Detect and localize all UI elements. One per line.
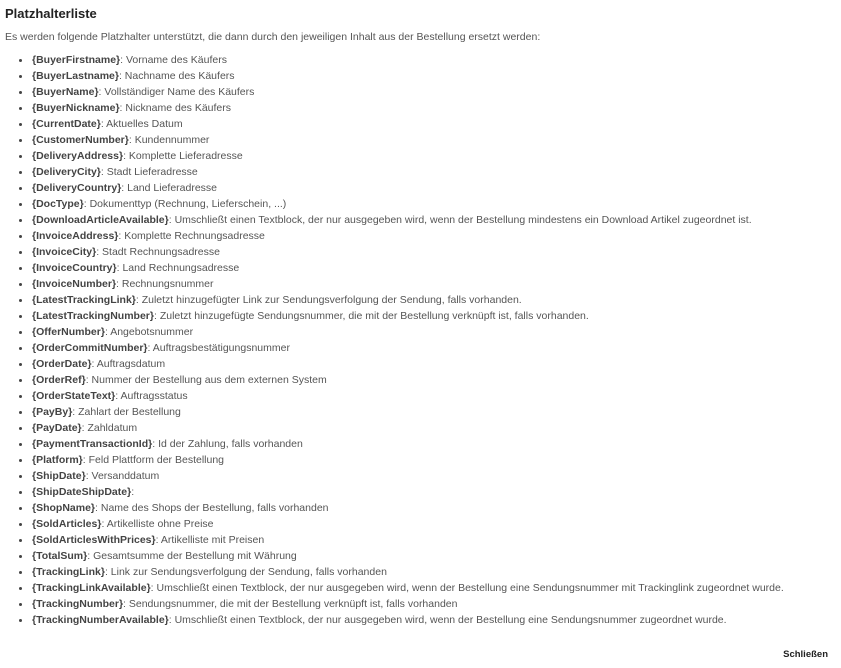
placeholder-key: {ShopName}	[32, 502, 96, 514]
placeholder-separator: :	[116, 262, 123, 274]
placeholder-separator: :	[168, 614, 175, 626]
placeholder-key: {PayDate}	[32, 422, 82, 434]
placeholder-description: Artikelliste mit Preisen	[160, 534, 265, 546]
placeholder-key: {DocType}	[32, 198, 84, 210]
placeholder-separator: :	[155, 534, 161, 546]
placeholder-separator: :	[123, 598, 129, 610]
placeholder-key: {PayBy}	[32, 406, 73, 418]
placeholder-description: Stadt Lieferadresse	[106, 166, 198, 178]
placeholder-separator: :	[115, 390, 121, 402]
placeholder-item	[32, 580, 784, 596]
placeholder-key: {ShipDateShipDate}	[32, 486, 132, 498]
placeholder-item	[32, 84, 784, 100]
dialog-intro: Es werden folgende Platzhalter unterstützt, die dann durch den jeweiligen Inhalt aus der Bestellung ersetzt werden:	[5, 31, 541, 43]
placeholder-description: Aktuelles Datum	[106, 118, 183, 130]
placeholder-key: {TotalSum}	[32, 550, 88, 562]
placeholder-key: {CurrentDate}	[32, 118, 101, 130]
placeholder-key: {LatestTrackingNumber}	[32, 310, 154, 322]
placeholder-list	[5, 52, 784, 628]
placeholder-item	[32, 340, 784, 356]
placeholder-description: Auftragsdatum	[96, 358, 166, 370]
placeholder-description: Nickname des Käufers	[125, 102, 232, 114]
placeholder-key: {InvoiceCountry}	[32, 262, 117, 274]
placeholder-separator: :	[120, 54, 126, 66]
placeholder-separator: :	[72, 406, 79, 418]
placeholder-item	[32, 260, 784, 276]
placeholder-item	[32, 484, 784, 500]
placeholder-description: Link zur Sendungsverfolgung der Sendung, falls vorhanden	[110, 566, 387, 578]
placeholder-separator: :	[118, 230, 125, 242]
placeholder-key: {InvoiceCity}	[32, 246, 97, 258]
placeholder-description: Auftragsbestätigungsnummer	[152, 342, 290, 354]
placeholder-item	[32, 276, 784, 292]
placeholder-separator: :	[82, 454, 89, 466]
placeholder-description: Artikelliste ohne Preise	[106, 518, 214, 530]
placeholder-key: {TrackingLinkAvailable}	[32, 582, 151, 594]
placeholder-key: {DownloadArticleAvailable}	[32, 214, 169, 226]
placeholder-item	[32, 228, 784, 244]
placeholder-key: {SoldArticles}	[32, 518, 102, 530]
placeholder-description: Nummer der Bestellung aus dem externen System	[91, 374, 327, 386]
placeholder-key: {CustomerNumber}	[32, 134, 129, 146]
placeholder-item	[32, 420, 784, 436]
placeholder-separator: :	[135, 294, 142, 306]
placeholder-key: {DeliveryCity}	[32, 166, 101, 178]
placeholder-key: {LatestTrackingLink}	[32, 294, 136, 306]
placeholder-item	[32, 596, 784, 612]
placeholder-description: Id der Zahlung, falls vorhanden	[158, 438, 303, 450]
placeholder-item	[32, 612, 784, 628]
placeholder-item	[32, 532, 784, 548]
placeholder-description: Land Lieferadresse	[127, 182, 218, 194]
placeholder-separator: :	[150, 582, 157, 594]
placeholder-description: Zuletzt hinzugefügte Sendungsnummer, die mit der Bestellung verknüpft ist, falls vorhanden.	[159, 310, 589, 322]
placeholder-key: {InvoiceNumber}	[32, 278, 117, 290]
placeholder-separator: :	[116, 278, 122, 290]
placeholder-description: Vollständiger Name des Käufers	[104, 86, 255, 98]
placeholder-description: Komplette Lieferadresse	[128, 150, 243, 162]
placeholder-key: {TrackingLink}	[32, 566, 105, 578]
placeholder-separator: :	[96, 246, 103, 258]
placeholder-item	[32, 564, 784, 580]
placeholder-separator: :	[153, 310, 160, 322]
placeholder-key: {DeliveryAddress}	[32, 150, 124, 162]
placeholder-key: {BuyerFirstname}	[32, 54, 121, 66]
placeholder-description: Umschließt einen Textblock, der nur ausgegeben wird, wenn der Bestellung mindestens ein Download Artikel zugeordnet ist.	[174, 214, 752, 226]
placeholder-item	[32, 324, 784, 340]
placeholder-item	[32, 164, 784, 180]
placeholder-item	[32, 452, 784, 468]
placeholder-item	[32, 292, 784, 308]
placeholder-separator: :	[85, 470, 92, 482]
placeholder-key: {SoldArticlesWithPrices}	[32, 534, 156, 546]
placeholder-key: {OrderDate}	[32, 358, 92, 370]
dialog-title: Platzhalterliste	[5, 6, 97, 21]
placeholder-description: Vorname des Käufers	[125, 54, 227, 66]
placeholder-description: Nachname des Käufers	[124, 70, 235, 82]
placeholder-separator: :	[128, 134, 135, 146]
placeholder-description: Stadt Rechnungsadresse	[102, 246, 220, 258]
placeholder-separator: :	[83, 198, 90, 210]
placeholder-item	[32, 516, 784, 532]
placeholder-item	[32, 196, 784, 212]
placeholder-key: {DeliveryCountry}	[32, 182, 122, 194]
placeholder-item	[32, 132, 784, 148]
placeholder-key: {OrderCommitNumber}	[32, 342, 148, 354]
placeholder-description: Versanddatum	[91, 470, 160, 482]
placeholder-item	[32, 404, 784, 420]
placeholder-item	[32, 68, 784, 84]
placeholder-separator: :	[91, 358, 97, 370]
placeholder-separator: :	[101, 518, 107, 530]
placeholder-item	[32, 100, 784, 116]
placeholder-separator: :	[152, 438, 159, 450]
placeholder-description: Kundennummer	[134, 134, 210, 146]
placeholder-key: {TrackingNumberAvailable}	[32, 614, 169, 626]
placeholder-item	[32, 388, 784, 404]
placeholder-description: Feld Plattform der Bestellung	[88, 454, 225, 466]
placeholder-description: Umschließt einen Textblock, der nur ausgegeben wird, wenn der Bestellung eine Sendungsnummer zugeordnet wurde.	[174, 614, 727, 626]
placeholder-key: {PaymentTransactionId}	[32, 438, 153, 450]
placeholder-item	[32, 500, 784, 516]
placeholder-key: {BuyerNickname}	[32, 102, 120, 114]
placeholder-separator: :	[123, 150, 129, 162]
placeholder-description: Name des Shops der Bestellung, falls vorhanden	[100, 502, 329, 514]
placeholder-key: {BuyerLastname}	[32, 70, 119, 82]
placeholder-item	[32, 244, 784, 260]
placeholder-description: Angebotsnummer	[110, 326, 194, 338]
placeholder-item	[32, 212, 784, 228]
placeholder-item	[32, 116, 784, 132]
placeholder-description: Komplette Rechnungsadresse	[124, 230, 265, 242]
placeholder-description: Sendungsnummer, die mit der Bestellung verknüpft ist, falls vorhanden	[128, 598, 458, 610]
placeholder-separator: :	[81, 422, 88, 434]
placeholder-separator: :	[100, 118, 107, 130]
placeholder-description: Gesamtsumme der Bestellung mit Währung	[93, 550, 297, 562]
placeholder-key: {OrderStateText}	[32, 390, 116, 402]
placeholder-separator: :	[87, 550, 94, 562]
placeholder-separator: :	[131, 486, 135, 498]
placeholder-separator: :	[118, 70, 125, 82]
placeholder-key: {BuyerName}	[32, 86, 99, 98]
placeholder-description: Rechnungsnummer	[121, 278, 214, 290]
placeholder-separator: :	[147, 342, 153, 354]
placeholder-item	[32, 372, 784, 388]
placeholder-separator: :	[104, 566, 111, 578]
placeholder-item	[32, 436, 784, 452]
placeholder-separator: :	[98, 86, 105, 98]
placeholder-key: {OfferNumber}	[32, 326, 105, 338]
placeholder-description: Umschließt einen Textblock, der nur ausgegeben wird, wenn der Bestellung eine Sendungsnummer mit Trackinglink zugeordnet wurde.	[156, 582, 784, 594]
placeholder-description: Auftragsstatus	[120, 390, 188, 402]
placeholder-description: Land Rechnungsadresse	[122, 262, 240, 274]
placeholder-item	[32, 356, 784, 372]
placeholder-separator: :	[85, 374, 92, 386]
placeholder-separator: :	[104, 326, 111, 338]
placeholder-separator: :	[121, 182, 128, 194]
placeholder-item	[32, 180, 784, 196]
placeholder-description: Zahlart der Bestellung	[78, 406, 181, 418]
placeholder-separator: :	[95, 502, 101, 514]
placeholder-description: Zahldatum	[87, 422, 138, 434]
placeholder-key: {OrderRef}	[32, 374, 86, 386]
placeholder-item	[32, 468, 784, 484]
placeholder-key: {Platform}	[32, 454, 83, 466]
placeholder-description: Zuletzt hinzugefügter Link zur Sendungsverfolgung der Sendung, falls vorhanden.	[141, 294, 522, 306]
placeholder-key: {InvoiceAddress}	[32, 230, 119, 242]
placeholder-key: {ShipDate}	[32, 470, 86, 482]
placeholder-description: Dokumenttyp (Rechnung, Lieferschein, ...)	[89, 198, 287, 210]
placeholder-separator: :	[168, 214, 175, 226]
placeholder-separator: :	[100, 166, 107, 178]
placeholder-item	[32, 148, 784, 164]
placeholder-separator: :	[119, 102, 126, 114]
placeholder-key: {TrackingNumber}	[32, 598, 124, 610]
close-button[interactable]: Schließen	[783, 649, 828, 660]
placeholder-item	[32, 308, 784, 324]
placeholder-item	[32, 52, 784, 68]
placeholder-item	[32, 548, 784, 564]
